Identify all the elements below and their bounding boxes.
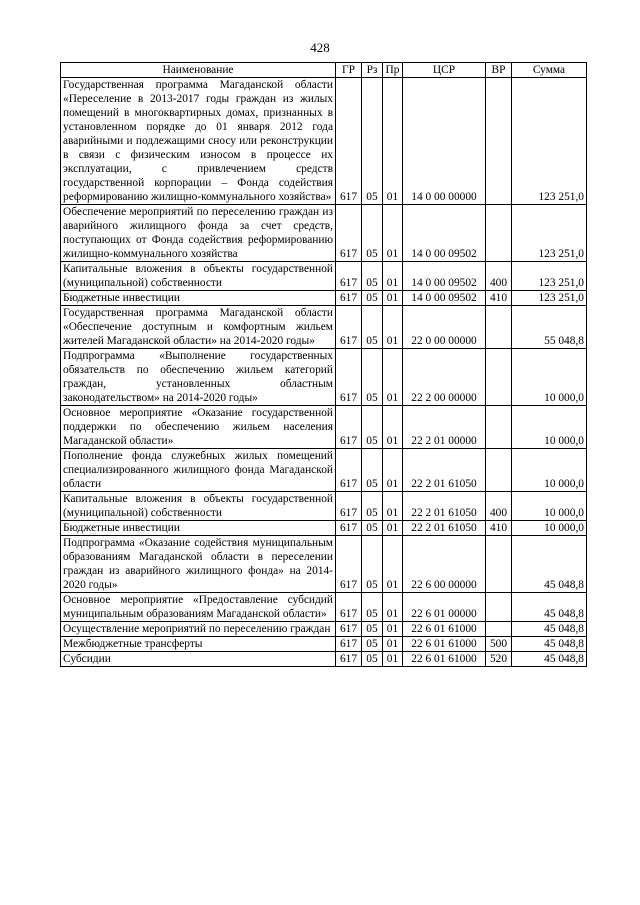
- cell-vr: [486, 349, 512, 406]
- cell-name: Подпрограмма «Выполнение государственных обязательств по обеспечению жильем категорий граждан, установленных областным законодательством» на 2014-2020 годы»: [61, 349, 336, 406]
- table-row: [61, 262, 587, 291]
- table-row: [61, 449, 587, 492]
- cell-sum: 10 000,0: [512, 406, 587, 449]
- cell-rz: 05: [362, 449, 383, 492]
- cell-csr: 22 6 01 00000: [403, 593, 486, 622]
- cell-csr: 22 6 01 61000: [403, 622, 486, 637]
- cell-csr: 22 2 01 00000: [403, 406, 486, 449]
- cell-rz: 05: [362, 306, 383, 349]
- cell-vr: [486, 205, 512, 262]
- cell-csr: 22 2 01 61050: [403, 449, 486, 492]
- cell-csr: 22 6 01 61000: [403, 652, 486, 667]
- cell-csr: 22 6 01 61000: [403, 637, 486, 652]
- table-row: [61, 78, 587, 205]
- cell-gr: 617: [336, 536, 362, 593]
- header-sum: Сумма: [512, 63, 587, 78]
- cell-gr: 617: [336, 406, 362, 449]
- cell-vr: 400: [486, 262, 512, 291]
- table-row: [61, 291, 587, 306]
- cell-name: Пополнение фонда служебных жилых помещений специализированного жилищного фонда Магаданской области: [61, 449, 336, 492]
- cell-gr: 617: [336, 652, 362, 667]
- cell-pr: 01: [383, 536, 403, 593]
- cell-name: Подпрограмма «Оказание содействия муниципальным образованиям Магаданской области в переселении граждан из аварийного жилищного фонда» на 2014-2020 годы»: [61, 536, 336, 593]
- cell-sum: 45 048,8: [512, 637, 587, 652]
- header-vr: ВР: [486, 63, 512, 78]
- cell-rz: 05: [362, 593, 383, 622]
- cell-sum: 10 000,0: [512, 492, 587, 521]
- cell-sum: 45 048,8: [512, 622, 587, 637]
- cell-vr: [486, 78, 512, 205]
- cell-pr: 01: [383, 406, 403, 449]
- cell-rz: 05: [362, 78, 383, 205]
- cell-gr: 617: [336, 521, 362, 536]
- header-pr: Пр: [383, 63, 403, 78]
- cell-pr: 01: [383, 449, 403, 492]
- cell-pr: 01: [383, 521, 403, 536]
- table-row: [61, 306, 587, 349]
- page-number: 428: [310, 40, 330, 55]
- header-row: [61, 63, 587, 78]
- cell-pr: 01: [383, 78, 403, 205]
- cell-vr: 520: [486, 652, 512, 667]
- cell-csr: 14 0 00 09502: [403, 291, 486, 306]
- cell-name: Основное мероприятие «Предоставление субсидий муниципальным образованиям Магаданской области»: [61, 593, 336, 622]
- cell-csr: 14 0 00 09502: [403, 262, 486, 291]
- cell-vr: [486, 536, 512, 593]
- cell-vr: [486, 622, 512, 637]
- cell-csr: 22 2 01 61050: [403, 521, 486, 536]
- cell-csr: 14 0 00 09502: [403, 205, 486, 262]
- table-row: [61, 536, 587, 593]
- cell-rz: 05: [362, 622, 383, 637]
- cell-sum: 45 048,8: [512, 593, 587, 622]
- cell-gr: 617: [336, 291, 362, 306]
- cell-pr: 01: [383, 622, 403, 637]
- cell-rz: 05: [362, 637, 383, 652]
- cell-csr: 22 0 00 00000: [403, 306, 486, 349]
- header-rz: Рз: [362, 63, 383, 78]
- cell-gr: 617: [336, 449, 362, 492]
- cell-name: Основное мероприятие «Оказание государственной поддержки по обеспечению жильем населения Магаданской области»: [61, 406, 336, 449]
- cell-sum: 45 048,8: [512, 652, 587, 667]
- cell-gr: 617: [336, 593, 362, 622]
- cell-sum: 123 251,0: [512, 205, 587, 262]
- cell-vr: 410: [486, 291, 512, 306]
- cell-name: Обеспечение мероприятий по переселению граждан из аварийного жилищного фонда за счет средств, поступающих от Фонда содействия реформированию жилищно-коммунального хозяйства: [61, 205, 336, 262]
- cell-pr: 01: [383, 262, 403, 291]
- cell-gr: 617: [336, 637, 362, 652]
- cell-csr: 22 2 00 00000: [403, 349, 486, 406]
- table-row: [61, 637, 587, 652]
- cell-rz: 05: [362, 262, 383, 291]
- cell-vr: [486, 449, 512, 492]
- cell-sum: 123 251,0: [512, 291, 587, 306]
- cell-name: Субсидии: [61, 652, 336, 667]
- cell-gr: 617: [336, 78, 362, 205]
- table-row: [61, 593, 587, 622]
- cell-sum: 10 000,0: [512, 449, 587, 492]
- table-row: [61, 406, 587, 449]
- cell-sum: 10 000,0: [512, 349, 587, 406]
- cell-gr: 617: [336, 306, 362, 349]
- cell-vr: 400: [486, 492, 512, 521]
- cell-sum: 123 251,0: [512, 262, 587, 291]
- cell-gr: 617: [336, 622, 362, 637]
- cell-csr: 22 6 00 00000: [403, 536, 486, 593]
- cell-pr: 01: [383, 492, 403, 521]
- cell-vr: 500: [486, 637, 512, 652]
- cell-pr: 01: [383, 306, 403, 349]
- cell-pr: 01: [383, 205, 403, 262]
- table-header: [61, 63, 587, 78]
- cell-vr: [486, 406, 512, 449]
- cell-rz: 05: [362, 492, 383, 521]
- cell-gr: 617: [336, 492, 362, 521]
- cell-pr: 01: [383, 637, 403, 652]
- cell-sum: 45 048,8: [512, 536, 587, 593]
- header-name: Наименование: [61, 63, 336, 78]
- cell-rz: 05: [362, 521, 383, 536]
- cell-name: Межбюджетные трансферты: [61, 637, 336, 652]
- cell-name: Бюджетные инвестиции: [61, 291, 336, 306]
- table-row: [61, 205, 587, 262]
- cell-pr: 01: [383, 652, 403, 667]
- cell-gr: 617: [336, 262, 362, 291]
- cell-gr: 617: [336, 205, 362, 262]
- cell-sum: 123 251,0: [512, 78, 587, 205]
- header-gr: ГР: [336, 63, 362, 78]
- cell-name: Бюджетные инвестиции: [61, 521, 336, 536]
- cell-name: Государственная программа Магаданской области «Обеспечение доступным и комфортным жильем жителей Магаданской области» на 2014-2020 годы»: [61, 306, 336, 349]
- header-csr: ЦСР: [403, 63, 486, 78]
- table-row: [61, 521, 587, 536]
- cell-rz: 05: [362, 652, 383, 667]
- cell-pr: 01: [383, 349, 403, 406]
- cell-name: Капитальные вложения в объекты государственной (муниципальной) собственности: [61, 492, 336, 521]
- cell-rz: 05: [362, 291, 383, 306]
- cell-sum: 10 000,0: [512, 521, 587, 536]
- cell-pr: 01: [383, 291, 403, 306]
- cell-vr: [486, 593, 512, 622]
- cell-csr: 22 2 01 61050: [403, 492, 486, 521]
- cell-pr: 01: [383, 593, 403, 622]
- cell-csr: 14 0 00 00000: [403, 78, 486, 205]
- cell-name: Государственная программа Магаданской области «Переселение в 2013-2017 годы граждан из жилых помещений в многоквартирных домах, признанных в установленном порядке до 01 января 2012 года аварийными и подлежащими сносу или реконструкции в связи с физическим износом в процессе их эксплуатации, с привлечением средств государственной корпорации – Фонда содействия реформированию жилищно-коммунального хозяйства»: [61, 78, 336, 205]
- cell-vr: 410: [486, 521, 512, 536]
- cell-name: Осуществление мероприятий по переселению граждан: [61, 622, 336, 637]
- cell-rz: 05: [362, 205, 383, 262]
- cell-vr: [486, 306, 512, 349]
- cell-rz: 05: [362, 406, 383, 449]
- cell-gr: 617: [336, 349, 362, 406]
- table-row: [61, 349, 587, 406]
- cell-name: Капитальные вложения в объекты государственной (муниципальной) собственности: [61, 262, 336, 291]
- table-row: [61, 652, 587, 667]
- table-row: [61, 492, 587, 521]
- table-body: [61, 78, 587, 667]
- cell-rz: 05: [362, 349, 383, 406]
- table-row: [61, 622, 587, 637]
- cell-rz: 05: [362, 536, 383, 593]
- budget-table: [60, 62, 587, 667]
- cell-sum: 55 048,8: [512, 306, 587, 349]
